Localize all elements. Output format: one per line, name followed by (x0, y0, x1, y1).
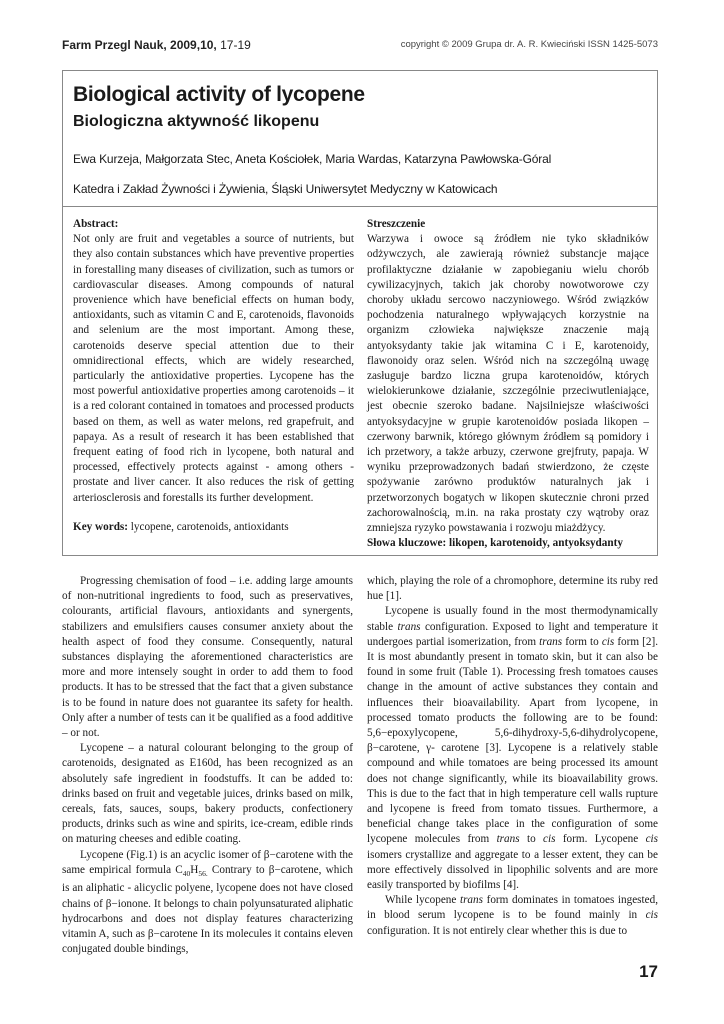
keywords-polish: Słowa kluczowe: likopen, karotenoidy, antyoksydanty (367, 537, 623, 549)
article-title-english: Biological activity of lycopene (73, 83, 365, 106)
journal-name: Farm Przegl Nauk, 2009,10, (62, 38, 217, 52)
streszczenie-heading: Streszczenie (367, 218, 426, 230)
abstract-box (62, 207, 658, 556)
body-paragraph: which, playing the role of a chromophore, determine its ruby red hue [1]. (367, 575, 658, 603)
keywords-english (73, 521, 289, 533)
body-column-right (367, 574, 658, 939)
page-range: 17-19 (220, 38, 251, 52)
page-number: 17 (639, 962, 658, 981)
abstract-heading: Abstract: (73, 218, 119, 230)
abstract-text: Not only are fruit and vegetables a source of nutrients, but they also contain substances which have preventive properties in forestalling many diseases of civilization, such as tumors or cardiovascular diseases. Among compounds of natural provenience which have beneficial effects on human body, antioxidants, such as vitamin C and E, carotenoids, flavonoids and selenium are the most important. Among these, carotenoids deserve special attention due to their omnidirectional effects, which are widely researched, particularly the antioxidative properties. Lycopene has the most powerful antioxidative properties among carotenoids – it is a red colorant contained in tomatoes and processed products based on them, as well as water melons, red grapefruit, and papaya. As a result of research it has been established that frequent eating of food rich in lycopene, both natural and processed, effectively protects against - among others - prostate and liver cancer. It also reduces the risk of getting arteriosclerosis and forestalls its further development. (73, 233, 354, 504)
abstract-english (73, 217, 354, 506)
body-paragraph: While lycopene trans form dominates in tomatoes ingested, in blood serum lycopene is to be found mainly in cis configuration. It is not entirely clear whether this is due to (367, 894, 659, 937)
article-title-polish: Biologiczna aktywność likopenu (73, 113, 320, 130)
affiliation: Katedra i Zakład Żywności i Żywienia, Śląski Uniwersytet Medyczny w Katowicach (73, 182, 498, 196)
body-paragraph: Progressing chemisation of food – i.e. adding large amounts of non-nutritional ingredients to food, such as preservatives, colourants, artificial flavours, antioxidants and synergents, stabilizers and emulsifiers causes consumer anxiety about the health aspect of food they consume. Consequently, natural substances displaying the aforementioned characteristics are more and more intensely sought in order to add them to food products. It has to be stressed that the fact that a given substance is to be found in nature does not guarantee its safety for health. Only after a number of tests can it be qualified as a food additive – or not. (62, 575, 353, 740)
running-head (62, 38, 658, 54)
body-paragraph: Lycopene (Fig.1) is an acyclic isomer of β−carotene with the same empirical formula $C_{40}H_{56.}$ Contrary to β−carotene, which is an aliphatic - alicyclic polyene, lycopene does not have closed chains of β−ionone. It belongs to chain polyunsaturated aliphatic hydrocarbons and does not display features characterizing vitamin A, such as β−carotene In its molecules it contains eleven conjugated double bindings, (62, 848, 353, 956)
keywords-values: lycopene, carotenoids, antioxidants (130, 521, 289, 533)
author-list: Ewa Kurzeja, Małgorzata Stec, Aneta Kościołek, Maria Wardas, Katarzyna Pawłowska-Góral (73, 152, 552, 166)
abstract-polish (367, 217, 649, 536)
journal-citation (62, 38, 251, 52)
streszczenie-text: Warzywa i owoce są źródłem nie tyko składników odżywczych, ale zawierają również substancje mające profilaktyczne działanie w zapobieganiu wielu chorób cywilizacyjnych, takich jak choroby nowotworowe czy choroby układu sercowo naczyniowego. Wśród związków pochodzenia naturalnego wpływających korzystnie na organizm człowieka największe znaczenie mają antyoksydanty takie jak witamina C i E, karotenoidy, flawonoidy oraz selen. Wśród nich na szczególną uwagę zasługuje bardzo liczna grupa karotenoidów, których wielokierunkowe działanie, szczególnie przeciwutleniające, jest obecnie szeroko badane. Najsilniejsze właściwości antyoksydacyjne w grupie karotenoidów posiada likopen – czerwony barwnik, którego głównym źródłem są pomidory i ich przetwory, a także arbuzy, czerwone grejfruty, papaja. W wyniku przeprowadzonych badań stwierdzono, że częste spożywanie zarówno produktów naturalnych jak i przetworzonych bogatych w likopen skutecznie chroni przed zachorowalnością, m.in. na raka prostaty czy wątroby oraz zmniejsza ryzyko powstawania i rozwoju miażdżycy. (367, 233, 649, 535)
title-box (62, 70, 658, 207)
keywords-label: Key words: (73, 521, 128, 533)
copyright-notice: copyright © 2009 Grupa dr. A. R. Kwieciński ISSN 1425-5073 (400, 39, 658, 50)
body-column-left (62, 574, 353, 957)
body-paragraph: Lycopene – a natural colourant belonging to the group of carotenoids, designated as E160d, has been recognized as an absolutely safe ingredient in foodstuffs. It can be added to: drinks based on fruit and vegetable juices, drinks based on milk, cereals, fats, sauces, soups, bakery products, confectionery products, drinks such as wine and spirits, ice-cream, edible rinds on maturing cheeses and edible coating. (62, 742, 353, 846)
body-paragraph: Lycopene is usually found in the most thermodynamically stable trans configuration. Exposed to light and temperature it undergoes partial isomerization, from trans form to cis form [2]. It is most abundantly present in tomato skin, but it can also be found in some fruit (Table 1). Processing fresh tomatoes causes change in the amount of active substances they contain and influences their bioavailability. Apart from lycopene, in processed tomato products the following are to be found: 5,6−epoxylycopene, 5,6-dihydroxy-5,6-dihydrolycopene, β−carotene, γ- carotene [3]. Lycopene is a relatively stable compound and while tomatoes are being processed its amount does not change significantly, while its bioavailability grows. This is due to the fact that in high temperature cell walls rupture and lycopene is freed from tomato tissues. Furthermore, a beneficial change takes place in the configuration of some lycopene molecules from trans to cis form. Lycopene cis isomers crystallize and aggregate to a lesser extent, they can be more effectively dissolved in lipophilic solvents and are more easily transported by biofilms [4]. (367, 605, 659, 892)
